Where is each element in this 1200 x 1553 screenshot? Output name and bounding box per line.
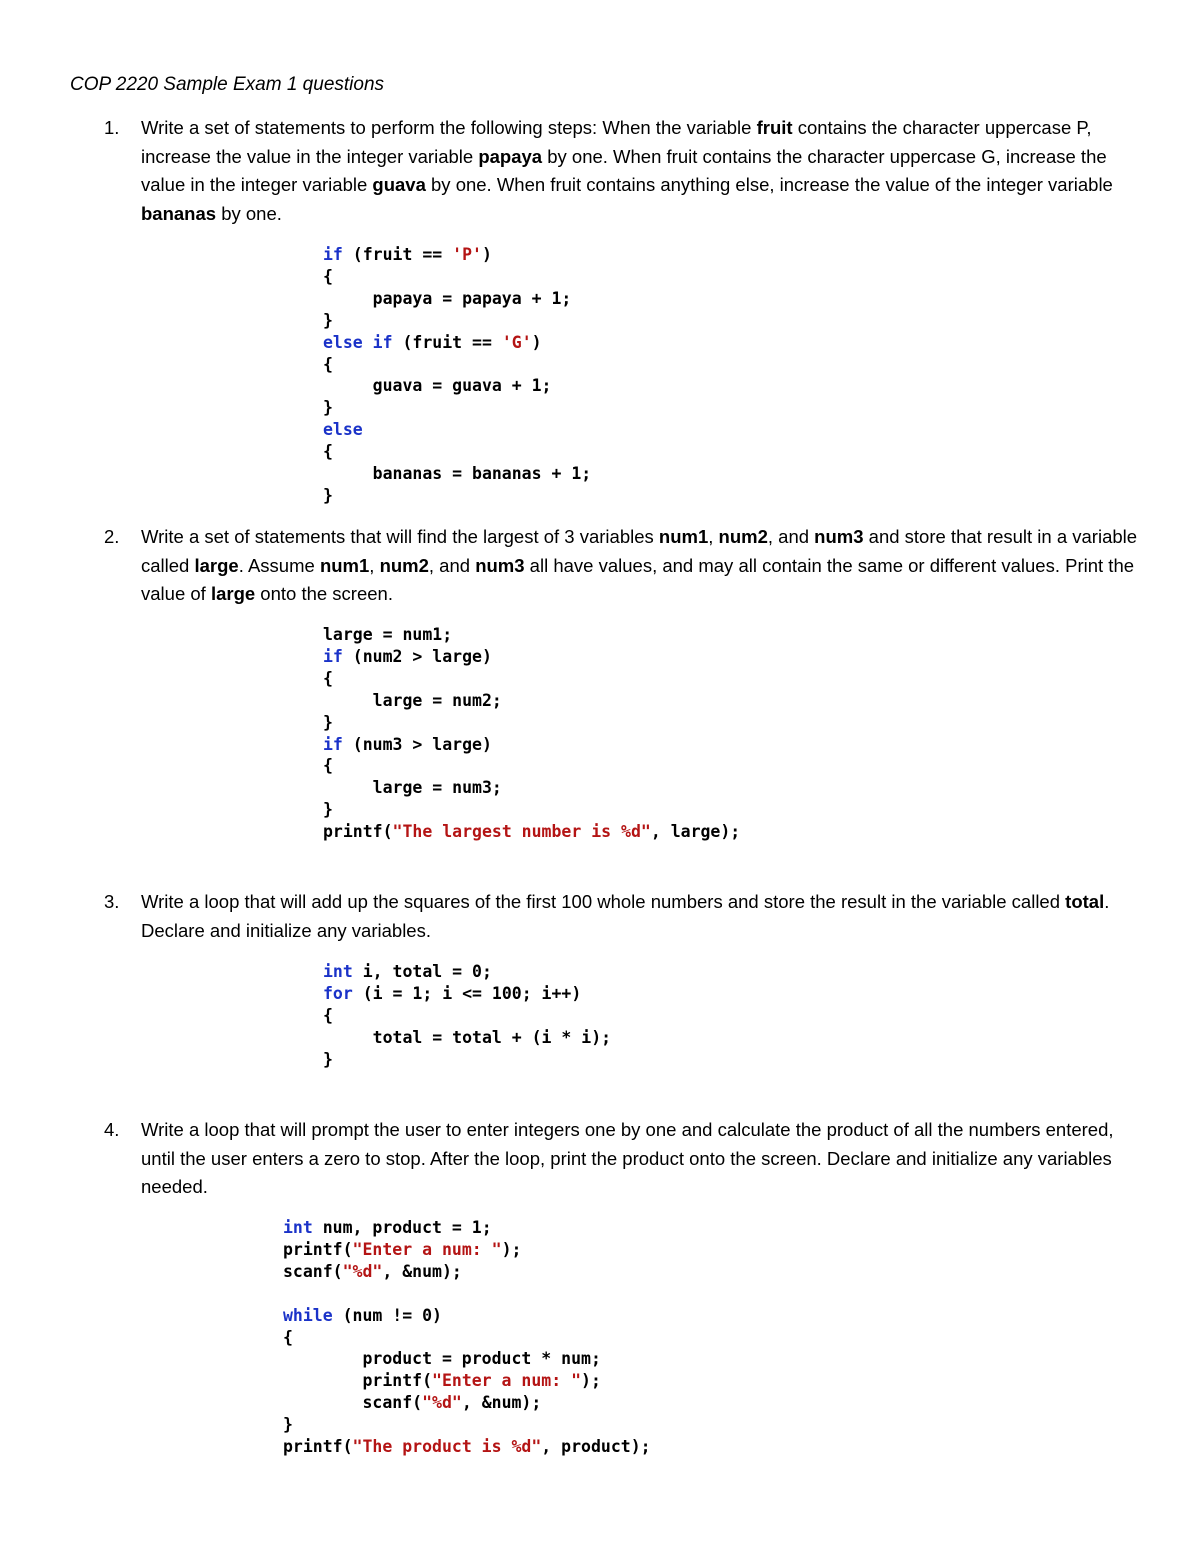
code-token: }: [323, 1049, 333, 1069]
code-line: [323, 734, 740, 756]
code-token: {: [323, 756, 333, 776]
code-token: printf(: [283, 1437, 353, 1457]
code-string: "The product is %d": [352, 1437, 542, 1457]
code-token: bananas = bananas + 1;: [323, 464, 592, 484]
code-token: {: [323, 668, 333, 688]
bold-term: guava: [372, 174, 426, 195]
text-run: ,: [708, 526, 719, 547]
code-token: printf(: [283, 1239, 353, 1259]
code-token: large = num1;: [323, 625, 453, 644]
bold-term: num2: [379, 554, 429, 576]
code-line: [283, 1327, 651, 1349]
question-2-code: [323, 624, 740, 843]
code-string: "%d": [422, 1393, 462, 1413]
text-run: Write a loop that will prompt the user to enter integers one by one and calculate the product of all the numbers entered, until the user enters a zero to stop. After the loop, print the product onto the screen. Declare and initialize any variables needed.: [141, 1119, 1114, 1197]
text-run: by one. When fruit contains anything else, increase the value of the integer variable: [425, 174, 1113, 195]
text-run: contains the character uppercase P, increase the value in the integer variable: [141, 117, 1092, 167]
code-line: [283, 1414, 651, 1436]
code-line: [323, 1049, 611, 1071]
code-token: }: [323, 712, 333, 732]
code-keyword: else if: [323, 332, 393, 352]
bold-term: num1: [319, 554, 370, 576]
code-token: scanf(: [283, 1261, 343, 1281]
code-line: [283, 1305, 651, 1327]
code-token: }: [283, 1415, 293, 1435]
code-line: [323, 354, 591, 376]
code-line: [323, 1005, 611, 1027]
document-title: COP 2220 Sample Exam 1 questions: [70, 74, 385, 95]
question-4-code: [283, 1217, 651, 1458]
code-string: "%d": [342, 1261, 383, 1281]
bold-term: papaya: [478, 145, 543, 167]
question-3-text: [141, 888, 1141, 945]
question-2-text: [141, 523, 1141, 609]
bold-term: large: [210, 583, 256, 604]
code-string: 'G': [501, 332, 532, 352]
code-line: [323, 1027, 611, 1049]
code-token: guava = guava + 1;: [323, 376, 552, 396]
code-line: [323, 441, 591, 463]
question-4-number: 4.: [104, 1119, 120, 1140]
code-line: [283, 1392, 651, 1414]
code-token: (fruit ==: [392, 332, 502, 352]
code-token: (num != 0): [332, 1305, 442, 1325]
code-line: [323, 485, 591, 507]
code-line: [323, 397, 591, 419]
bold-term: bananas: [141, 202, 217, 224]
code-line: [283, 1436, 651, 1458]
code-line: [323, 244, 591, 266]
code-token: scanf(: [283, 1393, 423, 1413]
code-line: [323, 961, 611, 983]
code-token: num, product = 1;: [312, 1218, 492, 1237]
bold-term: fruit: [756, 117, 793, 138]
code-keyword: if: [323, 734, 343, 754]
text-run: , and: [767, 526, 815, 547]
code-token: );: [581, 1371, 601, 1391]
code-token: (num2 > large): [342, 646, 492, 666]
code-token: }: [323, 398, 333, 418]
text-run: all have values, and may all contain the same or different values. Print the value of: [141, 554, 1135, 604]
code-token: printf(: [323, 822, 393, 842]
text-run: . Assume: [238, 554, 320, 576]
question-1-code: [323, 244, 591, 507]
code-line: [323, 690, 740, 712]
bold-term: num3: [475, 554, 525, 576]
code-keyword: if: [323, 245, 343, 264]
code-keyword: while: [283, 1305, 333, 1325]
code-token: {: [323, 442, 333, 462]
question-3-number: 3.: [104, 891, 120, 912]
code-keyword: int: [283, 1218, 313, 1237]
code-token: (num3 > large): [342, 734, 492, 754]
text-run: Write a set of statements that will find the largest of 3 variables: [141, 526, 659, 547]
code-token: {: [323, 1005, 333, 1025]
text-run: Write a loop that will add up the squares of the first 100 whole numbers and store the result in the variable called: [141, 891, 1066, 912]
code-line: [323, 463, 591, 485]
bold-term: total: [1065, 891, 1105, 912]
code-token: }: [323, 485, 333, 505]
text-run: Write a set of statements to perform the following steps: When the variable: [141, 117, 757, 138]
code-string: "The largest number is %d": [392, 822, 651, 842]
code-line: [323, 375, 591, 397]
code-string: "Enter a num: ": [352, 1239, 502, 1259]
code-line: [323, 712, 740, 734]
code-token: papaya = papaya + 1;: [323, 288, 572, 308]
code-token: }: [323, 800, 333, 820]
bold-term: num1: [658, 526, 709, 547]
code-keyword: if: [323, 646, 343, 666]
question-3-code: [323, 961, 611, 1071]
text-run: . Declare and initialize any variables.: [141, 891, 1110, 941]
code-line: [323, 799, 740, 821]
code-token: total = total + (i * i);: [323, 1027, 612, 1047]
code-token: , large);: [650, 822, 741, 842]
code-line: [283, 1283, 651, 1305]
code-token: {: [323, 266, 333, 286]
code-token: ): [481, 245, 492, 264]
code-token: , &num);: [382, 1261, 462, 1281]
code-token: (i = 1; i <= 100; i++): [352, 983, 582, 1003]
code-token: ): [531, 332, 542, 352]
code-token: printf(: [283, 1371, 433, 1391]
bold-term: num2: [718, 526, 768, 547]
code-token: large = num3;: [323, 778, 502, 798]
code-line: [323, 668, 740, 690]
question-4-text: [141, 1116, 1141, 1202]
question-2-number: 2.: [104, 526, 120, 547]
code-token: product = product * num;: [283, 1349, 601, 1369]
code-line: [283, 1217, 651, 1239]
code-keyword: else: [323, 420, 363, 440]
code-token: }: [323, 310, 333, 330]
code-token: {: [323, 354, 333, 374]
code-line: [283, 1261, 651, 1283]
code-line: [323, 646, 740, 668]
question-1-text: [141, 114, 1141, 228]
code-string: "Enter a num: ": [432, 1371, 582, 1391]
code-line: [323, 266, 591, 288]
bold-term: num3: [814, 526, 864, 547]
code-line: [283, 1239, 651, 1261]
code-line: [283, 1370, 651, 1392]
code-line: [283, 1348, 651, 1370]
text-run: by one. When fruit contains the character uppercase G, increase the value in the integer variable: [141, 145, 1107, 195]
code-token: , &num);: [461, 1393, 542, 1413]
code-line: [323, 755, 740, 777]
question-1-number: 1.: [104, 117, 120, 138]
code-token: );: [501, 1239, 522, 1259]
code-line: [323, 332, 591, 354]
code-token: , product);: [541, 1437, 651, 1457]
text-run: , and: [428, 554, 476, 576]
code-keyword: for: [323, 983, 353, 1003]
code-line: [323, 419, 591, 441]
code-line: [323, 983, 611, 1005]
code-token: i, total = 0;: [352, 962, 492, 981]
code-line: [323, 310, 591, 332]
text-run: onto the screen.: [255, 583, 393, 604]
code-line: [323, 288, 591, 310]
code-token: (fruit ==: [342, 245, 453, 264]
text-run: ,: [369, 554, 380, 576]
code-keyword: int: [323, 962, 353, 981]
text-run: and store that result in a variable called: [141, 526, 1138, 576]
code-line: [323, 624, 740, 646]
code-line: [323, 821, 740, 843]
code-line: [323, 777, 740, 799]
code-token: large = num2;: [323, 690, 502, 710]
code-token: {: [283, 1327, 293, 1347]
bold-term: large: [194, 554, 239, 576]
code-string: 'P': [452, 245, 482, 264]
text-run: by one.: [216, 202, 282, 224]
